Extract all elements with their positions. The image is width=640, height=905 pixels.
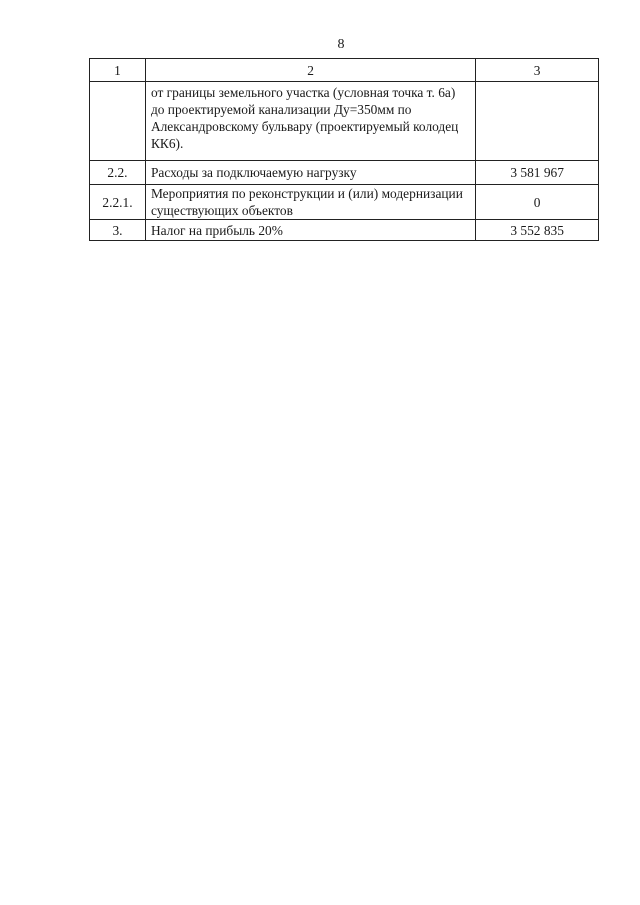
table-header-row [90, 59, 599, 82]
row-value-cell: 0 [476, 185, 599, 220]
row-description-cell: Налог на прибыль 20% [145, 220, 475, 241]
table-row [90, 82, 599, 161]
table-row [90, 185, 599, 220]
row-number-cell: 3. [90, 220, 146, 241]
header-cell-1: 1 [90, 59, 146, 82]
row-value-cell [476, 82, 599, 161]
row-description-cell: Мероприятия по реконструкции и (или) модернизации существующих объектов [145, 185, 475, 220]
table-row [90, 220, 599, 241]
table-row [90, 161, 599, 185]
row-value-cell: 3 581 967 [476, 161, 599, 185]
row-number-cell: 2.2. [90, 161, 146, 185]
document-table [89, 58, 599, 241]
row-value-cell: 3 552 835 [476, 220, 599, 241]
header-cell-3: 3 [476, 59, 599, 82]
row-description-cell: от границы земельного участка (условная точка т. 6а) до проектируемой канализации Ду=350мм по Александровскому бульвару (проектируемый колодец КК6). [145, 82, 475, 161]
page-number: 8 [337, 37, 345, 52]
header-cell-2: 2 [145, 59, 475, 82]
row-number-cell: 2.2.1. [90, 185, 146, 220]
row-number-cell [90, 82, 146, 161]
row-description-cell: Расходы за подключаемую нагрузку [145, 161, 475, 185]
